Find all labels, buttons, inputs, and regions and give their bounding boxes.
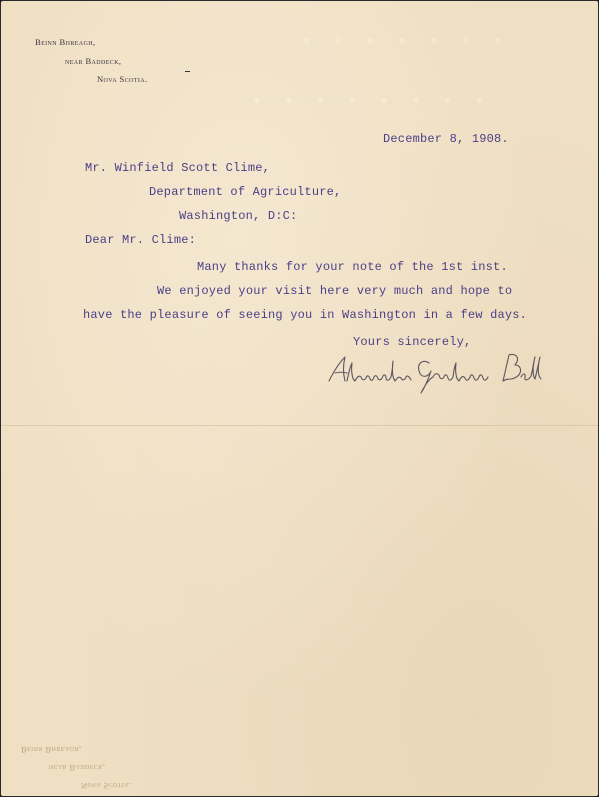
bleed-line-1: Beinn Bhreagh,: [21, 745, 82, 755]
closing: Yours sincerely,: [353, 335, 472, 349]
letterhead-line-3: Nova Scotia.: [97, 74, 148, 84]
bleed-line-3: Nova Scotia.: [81, 781, 132, 791]
letterhead-line-2: near Baddeck,: [65, 56, 122, 66]
bleed-line-2: near Baddeck,: [49, 763, 106, 773]
recipient-department: Department of Agriculture,: [149, 185, 342, 199]
letterhead-dash: [185, 71, 190, 72]
recipient-city: Washington, D:C:: [179, 209, 298, 223]
salutation: Dear Mr. Clime:: [85, 233, 197, 247]
body-line-1: Many thanks for your note of the 1st inst.: [197, 260, 508, 274]
letterhead-bleed-through: [21, 731, 171, 791]
signature-image: [325, 351, 545, 396]
recipient-name: Mr. Winfield Scott Clime,: [85, 161, 271, 175]
fold-crease: [1, 425, 598, 426]
letter-date: December 8, 1908.: [383, 132, 509, 146]
embossed-watermark-1: · · · · · · ·: [301, 23, 510, 60]
body-line-3: have the pleasure of seeing you in Washington in a few days.: [83, 308, 528, 322]
letterhead-line-1: Beinn Bhreagh,: [35, 37, 96, 47]
embossed-watermark-2: · · · · · · · ·: [251, 83, 492, 120]
body-line-2: We enjoyed your visit here very much and hope to: [157, 284, 513, 298]
